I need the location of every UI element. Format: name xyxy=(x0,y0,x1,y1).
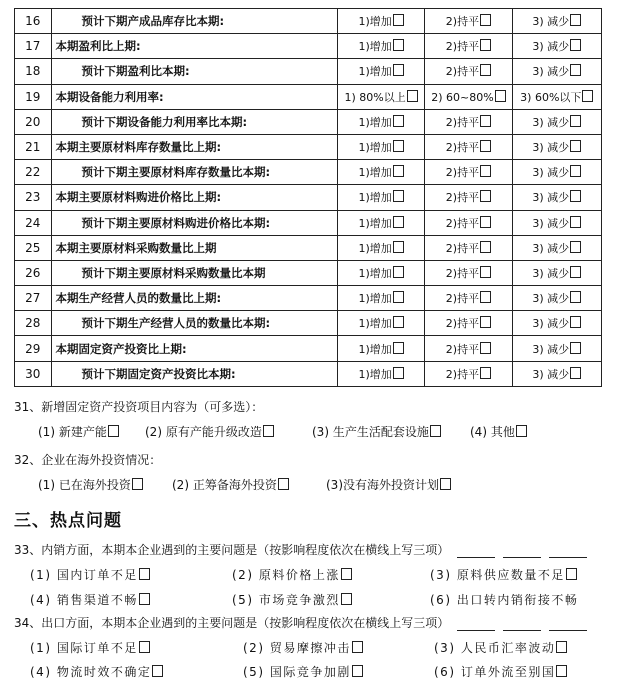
checkbox-icon[interactable] xyxy=(393,241,404,253)
checkbox-icon[interactable] xyxy=(278,478,289,490)
q34-row xyxy=(14,614,587,631)
option-3-cell[interactable] xyxy=(512,235,601,260)
table-row xyxy=(15,286,602,311)
table-row xyxy=(15,210,602,235)
question-text: 预计下期盈利比本期: xyxy=(51,59,337,84)
q34-option-1-label: (1) 国际订单不足 xyxy=(30,641,138,655)
option-2-cell[interactable] xyxy=(425,134,512,159)
table-row xyxy=(15,185,602,210)
question-number: 20 xyxy=(15,109,52,134)
checkbox-icon[interactable] xyxy=(566,568,577,580)
q34-option-6[interactable] xyxy=(434,663,567,680)
q34-title: 34、出口方面，本期本企业遇到的主要问题是（按影响程度依次在横线上写三项） xyxy=(14,616,450,630)
answer-blank-1[interactable] xyxy=(457,545,495,558)
checkbox-icon[interactable] xyxy=(516,425,527,437)
checkbox-icon[interactable] xyxy=(570,39,581,51)
option-2-cell[interactable] xyxy=(425,286,512,311)
checkbox-icon[interactable] xyxy=(393,291,404,303)
option-3-label: 3) 60%以下 xyxy=(520,90,582,104)
q34-option-2-label: (2) 贸易摩擦冲击 xyxy=(243,641,351,655)
option-3-cell[interactable] xyxy=(512,34,601,59)
table-row xyxy=(15,311,602,336)
q31-option-4[interactable] xyxy=(470,423,527,440)
q31-option-3-label: (3) 生产生活配套设施 xyxy=(312,425,429,439)
q31-option-1-label: (1) 新建产能 xyxy=(38,425,107,439)
option-3-label: 3) 减少 xyxy=(532,266,570,280)
question-text: 预计下期产成品库存比本期: xyxy=(51,9,337,34)
q34-option-3-label: (3) 人民币汇率波动 xyxy=(434,641,556,655)
option-1-label: 1)增加 xyxy=(358,216,392,230)
option-2-cell[interactable] xyxy=(425,185,512,210)
option-1-label: 1)增加 xyxy=(358,141,392,155)
checkbox-icon[interactable] xyxy=(393,140,404,152)
checkbox-icon[interactable] xyxy=(570,367,581,379)
option-1-label: 1) 80%以上 xyxy=(344,90,406,104)
table-row xyxy=(15,160,602,185)
checkbox-icon[interactable] xyxy=(570,266,581,278)
checkbox-icon[interactable] xyxy=(480,342,491,354)
option-2-label: 2) 60~80% xyxy=(431,90,494,104)
question-text: 本期设备能力利用率: xyxy=(51,84,337,109)
q34-option-1[interactable] xyxy=(30,639,150,656)
option-2-label: 2)持平 xyxy=(445,266,480,280)
option-1-cell[interactable] xyxy=(337,336,424,361)
table-row xyxy=(15,235,602,260)
q34-option-2[interactable] xyxy=(243,639,363,656)
option-3-cell[interactable] xyxy=(512,260,601,285)
q32-option-1-label: (1) 已在海外投资 xyxy=(38,478,131,492)
option-2-cell[interactable] xyxy=(425,336,512,361)
checkbox-icon[interactable] xyxy=(480,115,491,127)
option-3-cell[interactable] xyxy=(512,9,601,34)
question-text: 预计下期主要原材料采购数量比本期 xyxy=(51,260,337,285)
checkbox-icon[interactable] xyxy=(480,216,491,228)
checkbox-icon[interactable] xyxy=(556,665,567,677)
option-2-label: 2)持平 xyxy=(445,115,480,129)
q33-option-6[interactable] xyxy=(430,591,578,608)
option-1-label: 1)增加 xyxy=(358,40,392,54)
q33-option-3-label: (3) 原料供应数量不足 xyxy=(430,568,565,582)
q31-title: 31、新增固定资产投资项目内容为（可多选）： xyxy=(14,400,264,414)
question-text: 预计下期主要原材料购进价格比本期: xyxy=(51,210,337,235)
option-1-cell[interactable] xyxy=(337,109,424,134)
question-number: 23 xyxy=(15,185,52,210)
checkbox-icon[interactable] xyxy=(582,90,593,102)
question-number: 30 xyxy=(15,361,52,386)
checkbox-icon[interactable] xyxy=(570,115,581,127)
q33-row xyxy=(14,541,587,558)
q31-option-3[interactable] xyxy=(312,423,441,440)
q32-title: 32、企业在海外投资情况： xyxy=(14,453,162,467)
section-title: 三、热点问题 xyxy=(14,511,122,531)
option-2-label: 2)持平 xyxy=(445,65,480,79)
option-3-cell[interactable] xyxy=(512,134,601,159)
option-3-label: 3) 减少 xyxy=(532,317,570,331)
checkbox-icon[interactable] xyxy=(556,641,567,653)
checkbox-icon[interactable] xyxy=(495,90,506,102)
option-1-label: 1)增加 xyxy=(358,115,392,129)
option-1-label: 1)增加 xyxy=(358,166,392,180)
q33-option-3[interactable] xyxy=(430,566,577,583)
q34-option-6-label: (6) 订单外流至别国 xyxy=(434,665,556,679)
q33-option-1[interactable] xyxy=(30,566,150,583)
checkbox-icon[interactable] xyxy=(570,190,581,202)
q34-option-4-label: (4) 物流时效不确定 xyxy=(30,665,152,679)
checkbox-icon[interactable] xyxy=(430,425,441,437)
checkbox-icon[interactable] xyxy=(570,216,581,228)
question-text: 本期固定资产投资比上期: xyxy=(51,336,337,361)
q33-option-5-label: (5) 市场竞争激烈 xyxy=(232,593,340,607)
option-2-label: 2)持平 xyxy=(445,292,480,306)
option-3-label: 3) 减少 xyxy=(532,292,570,306)
option-1-label: 1)增加 xyxy=(358,292,392,306)
question-number: 17 xyxy=(15,34,52,59)
checkbox-icon[interactable] xyxy=(393,367,404,379)
option-3-cell[interactable] xyxy=(512,185,601,210)
checkbox-icon[interactable] xyxy=(480,14,491,26)
checkbox-icon[interactable] xyxy=(480,64,491,76)
checkbox-icon[interactable] xyxy=(139,593,150,605)
table-row xyxy=(15,361,602,386)
question-text: 预计下期设备能力利用率比本期: xyxy=(51,109,337,134)
option-3-cell[interactable] xyxy=(512,84,601,109)
option-2-label: 2)持平 xyxy=(445,367,480,381)
checkbox-icon[interactable] xyxy=(480,316,491,328)
option-3-label: 3) 减少 xyxy=(532,367,570,381)
checkbox-icon[interactable] xyxy=(570,291,581,303)
option-2-cell[interactable] xyxy=(425,84,512,109)
checkbox-icon[interactable] xyxy=(152,665,163,677)
q33-option-6-label: (6) 出口转内销衔接不畅 xyxy=(430,593,579,607)
checkbox-icon[interactable] xyxy=(393,266,404,278)
table-row xyxy=(15,34,602,59)
option-2-cell[interactable] xyxy=(425,210,512,235)
answer-blank-2[interactable] xyxy=(503,618,541,631)
question-number: 22 xyxy=(15,160,52,185)
checkbox-icon[interactable] xyxy=(393,165,404,177)
option-3-label: 3) 减少 xyxy=(532,241,570,255)
option-2-cell[interactable] xyxy=(425,160,512,185)
q32-option-3[interactable] xyxy=(326,476,451,493)
checkbox-icon[interactable] xyxy=(480,165,491,177)
option-1-cell[interactable] xyxy=(337,260,424,285)
option-1-label: 1)增加 xyxy=(358,191,392,205)
option-2-cell[interactable] xyxy=(425,109,512,134)
checkbox-icon[interactable] xyxy=(352,641,363,653)
answer-blank-1[interactable] xyxy=(457,618,495,631)
checkbox-icon[interactable] xyxy=(480,367,491,379)
option-1-cell[interactable] xyxy=(337,84,424,109)
question-number: 25 xyxy=(15,235,52,260)
question-text: 预计下期固定资产投资比本期: xyxy=(51,361,337,386)
checkbox-icon[interactable] xyxy=(139,641,150,653)
option-1-cell[interactable] xyxy=(337,185,424,210)
option-3-label: 3) 减少 xyxy=(532,216,570,230)
checkbox-icon[interactable] xyxy=(108,425,119,437)
table-row xyxy=(15,109,602,134)
q34-option-5[interactable] xyxy=(243,663,363,680)
option-2-label: 2)持平 xyxy=(445,191,480,205)
q34-option-4[interactable] xyxy=(30,663,163,680)
option-3-cell[interactable] xyxy=(512,59,601,84)
q33-option-4[interactable] xyxy=(30,591,150,608)
table-row xyxy=(15,260,602,285)
option-3-label: 3) 减少 xyxy=(532,342,570,356)
option-2-label: 2)持平 xyxy=(445,141,480,155)
checkbox-icon[interactable] xyxy=(480,291,491,303)
question-number: 16 xyxy=(15,9,52,34)
q32-option-2-label: (2) 正筹备海外投资 xyxy=(172,478,277,492)
q31-option-1[interactable] xyxy=(38,423,119,440)
option-1-cell[interactable] xyxy=(337,9,424,34)
checkbox-icon[interactable] xyxy=(570,64,581,76)
checkbox-icon[interactable] xyxy=(570,342,581,354)
option-1-label: 1)增加 xyxy=(358,266,392,280)
option-1-label: 1)增加 xyxy=(358,367,392,381)
checkbox-icon[interactable] xyxy=(570,316,581,328)
checkbox-icon[interactable] xyxy=(480,190,491,202)
table-row xyxy=(15,9,602,34)
option-3-cell[interactable] xyxy=(512,311,601,336)
option-2-cell[interactable] xyxy=(425,34,512,59)
checkbox-icon[interactable] xyxy=(139,568,150,580)
option-2-cell[interactable] xyxy=(425,235,512,260)
option-1-cell[interactable] xyxy=(337,160,424,185)
question-number: 19 xyxy=(15,84,52,109)
q32-option-2[interactable] xyxy=(172,476,289,493)
q33-option-2[interactable] xyxy=(232,566,352,583)
q33-option-4-label: (4) 销售渠道不畅 xyxy=(30,593,138,607)
option-3-cell[interactable] xyxy=(512,361,601,386)
q33-option-1-label: (1) 国内订单不足 xyxy=(30,568,138,582)
q33-option-2-label: (2) 原料价格上涨 xyxy=(232,568,340,582)
option-2-cell[interactable] xyxy=(425,260,512,285)
checkbox-icon[interactable] xyxy=(393,115,404,127)
checkbox-icon[interactable] xyxy=(480,266,491,278)
question-number: 27 xyxy=(15,286,52,311)
q33-option-5[interactable] xyxy=(232,591,352,608)
checkbox-icon[interactable] xyxy=(407,90,418,102)
checkbox-icon[interactable] xyxy=(393,216,404,228)
checkbox-icon[interactable] xyxy=(570,14,581,26)
q31-option-2-label: (2) 原有产能升级改造 xyxy=(145,425,262,439)
option-2-label: 2)持平 xyxy=(445,15,480,29)
q31-option-2[interactable] xyxy=(145,423,274,440)
checkbox-icon[interactable] xyxy=(393,190,404,202)
checkbox-icon[interactable] xyxy=(480,39,491,51)
table-row xyxy=(15,336,602,361)
option-1-cell[interactable] xyxy=(337,235,424,260)
option-1-label: 1)增加 xyxy=(358,241,392,255)
q34-option-3[interactable] xyxy=(434,639,567,656)
option-3-label: 3) 减少 xyxy=(532,40,570,54)
option-1-label: 1)增加 xyxy=(358,317,392,331)
q33-title: 33、内销方面，本期本企业遇到的主要问题是（按影响程度依次在横线上写三项） xyxy=(14,543,450,557)
option-3-cell[interactable] xyxy=(512,210,601,235)
survey-table-body xyxy=(15,9,602,387)
option-2-cell[interactable] xyxy=(425,361,512,386)
question-text: 本期生产经营人员的数量比上期: xyxy=(51,286,337,311)
answer-blank-3[interactable] xyxy=(549,545,587,558)
question-number: 26 xyxy=(15,260,52,285)
question-text: 本期主要原材料购进价格比上期: xyxy=(51,185,337,210)
option-1-cell[interactable] xyxy=(337,59,424,84)
option-1-label: 1)增加 xyxy=(358,65,392,79)
option-3-label: 3) 减少 xyxy=(532,115,570,129)
option-1-cell[interactable] xyxy=(337,210,424,235)
option-2-label: 2)持平 xyxy=(445,342,480,356)
option-2-cell[interactable] xyxy=(425,9,512,34)
option-2-cell[interactable] xyxy=(425,59,512,84)
checkbox-icon[interactable] xyxy=(393,64,404,76)
question-text: 预计下期主要原材料库存数量比本期: xyxy=(51,160,337,185)
checkbox-icon[interactable] xyxy=(263,425,274,437)
question-number: 28 xyxy=(15,311,52,336)
option-3-label: 3) 减少 xyxy=(532,65,570,79)
checkbox-icon[interactable] xyxy=(570,241,581,253)
question-text: 本期主要原材料采购数量比上期 xyxy=(51,235,337,260)
checkbox-icon[interactable] xyxy=(352,665,363,677)
checkbox-icon[interactable] xyxy=(570,140,581,152)
checkbox-icon[interactable] xyxy=(393,316,404,328)
question-text: 本期主要原材料库存数量比上期: xyxy=(51,134,337,159)
checkbox-icon[interactable] xyxy=(480,140,491,152)
question-number: 24 xyxy=(15,210,52,235)
checkbox-icon[interactable] xyxy=(570,165,581,177)
table-row xyxy=(15,84,602,109)
option-2-label: 2)持平 xyxy=(445,317,480,331)
question-text: 本期盈利比上期: xyxy=(51,34,337,59)
option-3-cell[interactable] xyxy=(512,109,601,134)
table-row xyxy=(15,59,602,84)
question-number: 18 xyxy=(15,59,52,84)
option-3-cell[interactable] xyxy=(512,286,601,311)
checkbox-icon[interactable] xyxy=(393,14,404,26)
option-1-cell[interactable] xyxy=(337,34,424,59)
option-3-label: 3) 减少 xyxy=(532,141,570,155)
option-1-label: 1)增加 xyxy=(358,15,392,29)
answer-blank-2[interactable] xyxy=(503,545,541,558)
question-number: 29 xyxy=(15,336,52,361)
option-1-label: 1)增加 xyxy=(358,342,392,356)
q31-option-4-label: (4) 其他 xyxy=(470,425,515,439)
survey-table xyxy=(14,8,602,387)
option-2-label: 2)持平 xyxy=(445,241,480,255)
option-2-label: 2)持平 xyxy=(445,216,480,230)
option-3-cell[interactable] xyxy=(512,336,601,361)
option-2-label: 2)持平 xyxy=(445,166,480,180)
checkbox-icon[interactable] xyxy=(341,593,352,605)
option-2-label: 2)持平 xyxy=(445,40,480,54)
question-text: 预计下期生产经营人员的数量比本期: xyxy=(51,311,337,336)
answer-blank-3[interactable] xyxy=(549,618,587,631)
question-number: 21 xyxy=(15,134,52,159)
checkbox-icon[interactable] xyxy=(393,342,404,354)
option-3-label: 3) 减少 xyxy=(532,191,570,205)
option-3-label: 3) 减少 xyxy=(532,166,570,180)
q34-option-5-label: (5) 国际竞争加剧 xyxy=(243,665,351,679)
table-row xyxy=(15,134,602,159)
checkbox-icon[interactable] xyxy=(440,478,451,490)
option-1-cell[interactable] xyxy=(337,286,424,311)
option-1-cell[interactable] xyxy=(337,361,424,386)
q32-option-1[interactable] xyxy=(38,476,143,493)
checkbox-icon[interactable] xyxy=(480,241,491,253)
checkbox-icon[interactable] xyxy=(132,478,143,490)
checkbox-icon[interactable] xyxy=(393,39,404,51)
checkbox-icon[interactable] xyxy=(341,568,352,580)
option-3-label: 3) 减少 xyxy=(532,15,570,29)
option-1-cell[interactable] xyxy=(337,311,424,336)
option-2-cell[interactable] xyxy=(425,311,512,336)
option-3-cell[interactable] xyxy=(512,160,601,185)
q32-option-3-label: (3)没有海外投资计划 xyxy=(326,478,439,492)
option-1-cell[interactable] xyxy=(337,134,424,159)
